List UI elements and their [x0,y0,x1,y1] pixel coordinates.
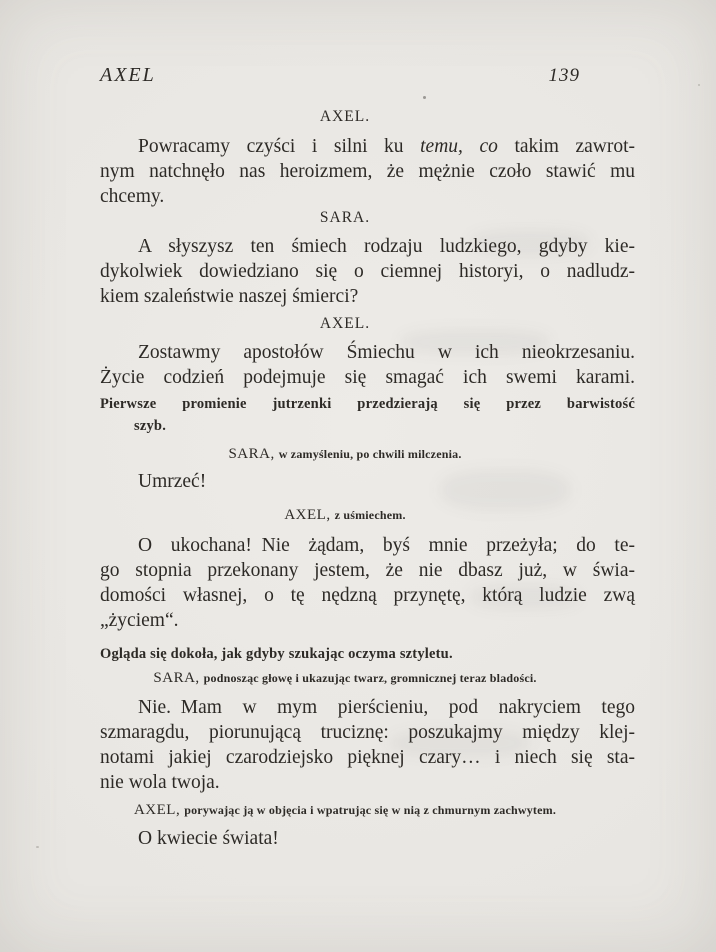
dialogue-paragraph [100,134,635,209]
dialogue-paragraph [100,695,635,795]
dialogue-line: go stopnia przekonany jestem, że nie dbasz już, w świa- [100,560,635,581]
dialogue-line [100,134,635,159]
speaker-name: AXEL, [284,507,331,523]
inline-stage-direction: podnosząc głowę i ukazując twarz, gromnicznej teraz bladości. [203,671,537,685]
dialogue-paragraph [100,533,635,633]
dialogue-line: notami jakiej czarodziejsko pięknej czary… i niech się sta- [100,747,635,768]
speaker-name: SARA, [153,670,200,686]
dialogue-paragraph [100,234,635,309]
speaker-name: SARA, [228,446,275,462]
inline-stage-direction: z uśmiechem. [334,508,406,522]
inline-stage-direction: porywając ją w objęcia i wpatrując się w nią z chmurnym zachwytem. [184,803,557,817]
dialogue-paragraph: O kwiecie świata! [138,828,279,849]
dialogue-paragraph: Umrzeć! [138,471,207,492]
speaker-heading-axel-with-direction [100,506,590,524]
dialogue-line: dykolwiek dowiedziano się o ciemnej historyi, o nadludz- [100,261,635,282]
dialogue-line: Życie codzień podejmuje się smagać ich swemi karami. [100,367,635,388]
dialogue-line: chcemy. [100,186,165,207]
inline-stage-direction: w zamyśleniu, po chwili milczenia. [278,447,462,461]
dialogue-line: O ukochana! Nie żądam, byś mnie przeżyła; do te- [138,535,635,556]
emphasized-text: temu, co [420,136,498,157]
dialogue-line: Zostawmy apostołów Śmiechu w ich nieokrzesaniu. [138,342,635,363]
line-text: Powracamy czyści i silni ku [138,136,421,157]
speaker-heading-sara: SARA. [319,209,371,226]
dialogue-line: „życiem“. [100,610,179,631]
running-header [100,64,635,88]
stage-direction: Ogląda się dokoła, jak gdyby szukając oczyma sztyletu. [100,646,453,662]
speaker-heading-axel-with-direction [100,801,590,819]
speaker-heading-sara-with-direction [100,445,590,463]
speaker-heading-sara-with-direction [100,669,590,687]
running-title: AXEL [100,64,156,86]
dialogue-line: domości własnej, o tę nędzną przynętę, którą ludzie zwą [100,585,635,606]
speaker-name: AXEL, [133,802,181,818]
dialogue-line: kiem szaleństwie naszej śmierci? [100,286,359,307]
page-number: 139 [548,65,580,86]
stage-direction [100,393,635,437]
scan-speck [36,846,39,848]
speaker-heading-axel: AXEL. [319,108,371,125]
dialogue-line: nym natchnęło nas heroizmem, że mężnie czoło stawić mu [100,161,635,182]
dialogue-line: szmaragdu, piorunującą truciznę: poszukajmy między klej- [100,722,635,743]
speaker-heading-axel: AXEL. [319,315,371,332]
dialogue-line: Nie. Mam w mym pierścieniu, pod nakryciem tego [138,697,635,718]
dialogue-line: nie wola twoja. [100,772,220,793]
dialogue-paragraph [100,340,635,390]
line-text: takim zawrot- [497,136,635,157]
stage-direction-line: Pierwsze promienie jutrzenki przedzierają się przez barwistość [100,396,635,412]
page-content [100,64,635,851]
scan-speck [698,84,700,86]
dialogue-line: A słyszysz ten śmiech rodzaju ludzkiego, gdyby kie- [138,236,635,257]
stage-direction-line: szyb. [134,418,167,434]
